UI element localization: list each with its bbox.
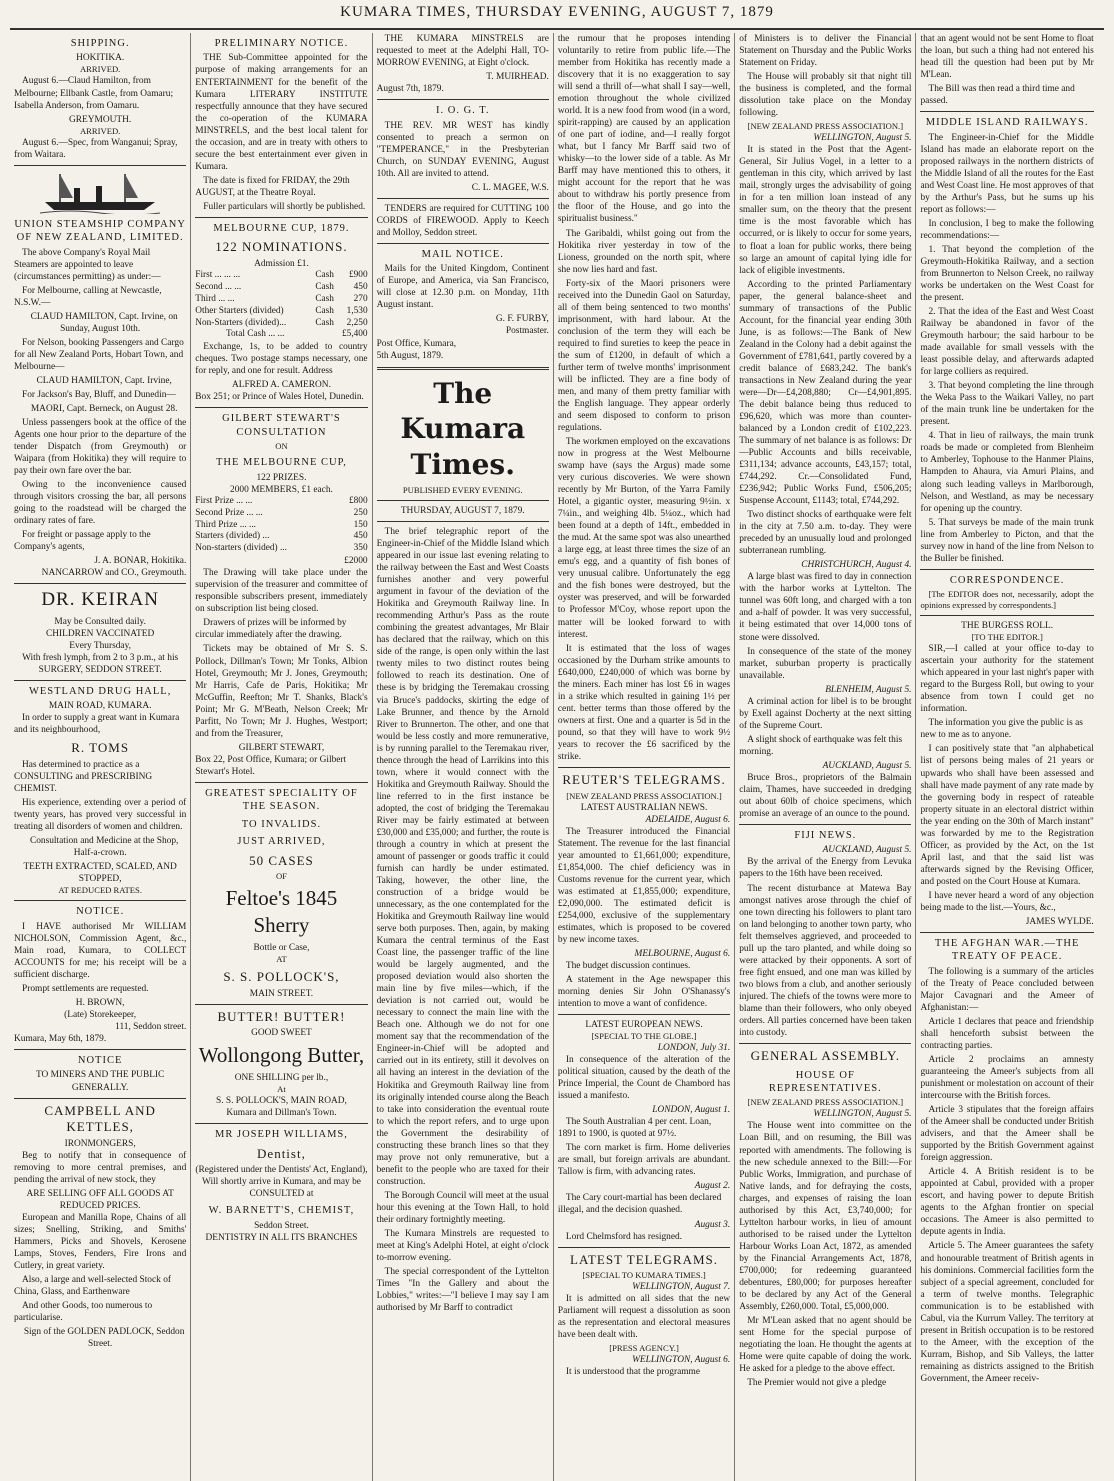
usc-text: CLAUD HAMILTON, Capt. Irvine, [36,375,172,386]
columns [10,33,1104,1481]
mail-date: Post Office, Kumara, [376,338,457,349]
keiran-text: With fresh lymph, from 2 to 3 p.m., at his [22,652,179,663]
dateline: August 3. [694,1219,731,1230]
article-text: Mr M'Lean asked that no agent should be sent Home for the special purpose of negotiating the loan. He thought the agents at Home were quite capable of doing the work. He asked for a pledge to the above effect. [739,1315,912,1375]
treaty-article: Article 3 stipulates that the foreign affairs of the Ameer shall be conducted under British advisers, and that the Ameer shall be supported by the British Government against foreign aggression. [920,1105,1094,1164]
gs-text: Tickets may be obtained of Mr S. S. Pollock, Dillman's Town; Mr Tonks, Albion Hotel, Greymouth; Mr J. Jones, Greymouth; Mr Harris, Cafe de Paris, Hokitika; Mr McGuffin, Reefton; Mr T. Shanks, Black's Point; Mr G. M'Beath, Nelson Creek; Mr Parfitt, No Town; Mr J. Hughes, Westport; and from the Treasurer, [195,644,368,739]
greymouth-heading: GREYMOUTH. [69,114,132,125]
mc-prize-kind: Cash [315,281,334,292]
article-text: By the arrival of the Energy from Levuka papers to the 16th have been received. [739,857,912,880]
mc-prize-kind: Cash [315,317,334,328]
column-2 [191,33,372,1481]
mail-notice-heading: MAIL NOTICE. [421,248,504,260]
gs-text: 2000 MEMBERS, £1 each. [230,484,333,495]
mc-prize-label: Second ... ... [195,281,242,292]
gs-text: The Drawing will take place under the supervision of the treasurer and committee of responsible subscribers present, immediately on subscription list being closed. [195,568,368,615]
westland-text: MAIN ROAD, KUMARA. [48,701,152,712]
press-association: [NEW ZEALAND PRESS ASSOCIATION.] [747,1097,904,1108]
gs-text: 122 PRIZES. [256,472,307,483]
article-text: A criminal action for libel is to be brought by Exell against Docherty at the next sitting of the Supreme Court. [739,696,912,731]
reuters-heading: REUTER'S TELEGRAMS. [562,771,726,787]
article-text: The workmen employed on the excavations now in progress at the West Melbourne swamp have (says the Argus) made some very curious discoveries. We were shown recently by Mr Burton, of the Yarra Family Hotel, a gigantic oyster, measuring 9½in. x 7¼in., and weighing 4lb. 5¼oz., which had been found at a depth of 14ft., embedded in the mud. At the same spot was also unearthed a large egg, at least three times the size of an emu's egg, and a quantity of fish bones of very unusual calibre. Unfortunately the egg and the fish bones were destroyed, but the oyster was preserved, and will be forwarded to Professor M'Coy, whose report upon the matter will be looked forward to with interest. [557,437,731,640]
notice-heading: NOTICE [77,1055,123,1067]
mc-prize-kind: Cash [315,305,334,316]
feltoe-text: OF [275,871,287,882]
article-text: Forty-six of the Maori prisoners were received into the Dunedin Gaol on Saturday, all of them being sentenced to two months' imprisonment, with hard labour. At the conclusion of the term they will each be required to find sureties to keep the peace in the sum of £1200, in default of which a further term of twelve months' imprisonment will be inflicted. They are a fine body of men, and many of them pretty familiar with the English language. They appear orderly and seem disposed to conform to prison regulations. [557,278,731,433]
westland-text: Has determined to practice as a CONSULTING and PRESCRIBING CHEMIST. [14,759,153,795]
gs-prize-row [195,496,367,508]
mc-total [195,329,367,341]
dateline: August 2. [694,1181,731,1192]
notice-signature: (Late) Storekeeper, [64,1009,137,1020]
telegram-text: Lord Chelmsford has resigned. [565,1231,683,1242]
article-text: The House went into committee on the Loan Bill, and on resuming, the Bill was reported with amendments. The following is the new schedule annexed to the Bill:—For Public Works, Immigration, and purchase of Native lands, and for defraying the costs, charges, and expenses of raising the loan authorised by this Act, £3,740,000; for Lyttelton harbour works, in lieu of amount authorised to be raised under the Lyttelton Harbour Works Loan Act, 1872, as amended by the Financial Arrangements Act, 1878, £700,000; for redeeming guaranteed debentures, £80,000; for purposes hereafter to be declared by any Act of the General Assembly, £260,000. Total, £5,000,000. [739,1121,912,1312]
keiran-text: Every Thursday, [69,640,131,651]
article-text: In conclusion, I beg to make the following recommendations:— [920,218,1094,241]
article-text: The Engineer-in-Chief for the Middle Island has made an elaborate report on the proposed railways in the northern districts of the Middle Island of all the routes for the East and West Coast line. He most approves of that by the Arthur's Pass, but he sums up his report as follows:— [920,132,1094,215]
notice-signature: H. BROWN, [75,997,125,1008]
gs-prize-row [195,543,367,555]
usc-text: For freight or passage apply to the Company's agents, [14,530,151,553]
arrived-label: ARRIVED. [79,125,121,136]
butter-text: S. S. POLLOCK'S, MAIN ROAD, [216,1096,347,1107]
recommendation: 1. That beyond the completion of the Greymouth-Hokitika Railway, and a section from Brunnerton to Nelson Creek, no railway works be undertaken on the West Coast for the present. [920,244,1094,304]
greymouth-arrivals: August 6.—Spec, from Wanganui; Spray, from Waitara. [14,137,178,160]
feltoe-heading: GREATEST SPECIALITY OF THE SEASON. [205,787,358,813]
usc-text: MAORI, Capt. Berneck, on August 28. [30,403,178,414]
gs-prize-amount: £800 [349,495,368,506]
mc-prize-row [195,306,367,318]
gs-signature: GILBERT STEWART, [238,742,325,753]
ck-text: And other Goods, too numerous to particularise. [14,1301,153,1324]
keiran-text: May be Consulted daily. [54,616,146,627]
editor-disclaimer: [The EDITOR does not, necessarily, adopt the opinions expressed by correspondents.] [920,589,1094,611]
latest-telegrams-heading: LATEST TELEGRAMS. [570,1251,719,1267]
telegram-text: In consequence of the alteration of the political situation, caused by the death of the Prince Imperial, the Count de Chambord has issued a manifesto. [557,1055,731,1102]
gs-prize-amount: 250 [353,507,368,518]
afghan-war-heading: THE AFGHAN WAR.—THE TREATY OF PEACE. [934,937,1080,963]
dentist-text: Will shortly arrive in Kumara, and may be CONSULTED at [201,1177,361,1200]
article-text: of Ministers is to deliver the Financial Statement on Thursday and the Public Works Statement on Friday. [739,34,912,69]
westland-text: Consultation and Medicine at the Shop, Half-a-crown. [29,836,179,859]
recommendation: 2. That the idea of the East and West Coast Railway be abandoned in favor of the Greymouth harbour; the said harbour to be made available for small vessels with the least possible delay, and afterwards adapted for large colliers as required. [920,307,1094,378]
butter-name: Wollongong Butter, [198,1043,365,1068]
mc-prize-table [195,270,367,329]
usc-text: Unless passengers book at the office of the Agents one hour prior to the departure of the tender Dispatch (from Greymouth) or Waipara (from Hokitika) they will require to pay their own fare over the bar. [14,417,187,477]
usc-agent: NANCARROW and CO., Greymouth. [41,568,187,579]
editorial-text: The special correspondent of the Lyttelton Times "In the Gallery and about the Lobbies," writes:—"I believe I may say I am authorised by Mr Barff to contradict [376,1266,549,1314]
dateline: CHRISTCHURCH, August 4. [801,560,912,571]
gs-prize-label: Non-starters (divided) ... [195,543,287,554]
article-text: The recent disturbance at Matewa Bay amongst natives arose through the chief of one town directing his followers to plant taro on land belonging to another town party, who felt themselves aggrieved, and proceeded to pull up the taro planted, and while doing so were attacked by their opponents. A sort of free fight ensued, and one man was killed by two blows from a club, and another seriously injured. The chiefs of the towns were more to blame than their followers, who only obeyed orders. All parties concerned have been taken into custody. [739,883,912,1038]
notice-text: I HAVE authorised Mr WILLIAM NICHOLSON, Commission Agent, &c., Main road, Kumara, to COLLECT ACCOUNTS for me; his receipt will be a sufficient discharge. [14,921,187,980]
minstrels-signature: T. MUIRHEAD. [486,72,549,83]
gs-prize-amount: 350 [353,543,368,554]
dateline: MELBOURNE, August 6. [634,948,731,959]
general-assembly-heading: GENERAL ASSEMBLY. [750,1047,900,1063]
article-text: It is stated in the Post that the Agent-General, Sir Julius Vogel, in a letter to a gentleman in this city, which arrived by last mail, strongly urges the advisability of going in for a ten million loan instead of any smaller sum, on the theory that the present time is the most favorable which has occurred, or is likely to occur for some years, to float a loan for public works, there being so large an amount of capital lying idle for lack of eligible investments. [739,145,912,276]
usc-text: For Melbourne, calling at Newcastle, N.S.W.— [14,285,162,308]
notice-signature: 111, Seddon street. [115,1021,187,1032]
westland-text: AT REDUCED RATES. [58,885,142,896]
feltoe-text: TO INVALIDS. [241,818,322,830]
keiran-text: SURGERY, SEDDON STREET. [38,664,162,675]
article-text: The Bill was then read a third time and passed. [920,84,1075,107]
mc-prize-amount: 1,530 [346,305,368,316]
column-6 [916,33,1097,1481]
mc-prize-label: First ... ... ... [195,269,241,280]
telegram-text: It is admitted on all sides that the new Parliament will request a dissolution as soon as the representation and electoral measures have been dealt with. [557,1294,731,1341]
correspondence-heading: CORRESPONDENCE. [949,574,1065,586]
gs-prize-table [195,496,367,555]
feltoe-text: S. S. POLLOCK'S, [223,968,340,984]
telegram-text: The South Australian 4 per cent. Loan, 1891 to 1900, is quoted at 97½. [557,1117,712,1140]
keiran-heading: DR. KEIRAN [41,589,159,611]
ck-text: IRONMONGERS, [64,1138,136,1149]
recommendation: 5. That surveys be made of the main trunk line from Amberley to Picton, and that the survey now in hand of the line from Nelson to the Buller be finished. [920,517,1094,564]
treaty-article: Article 5. The Ameer guarantees the safety and honourable treatment of British agents in his dominions. Commercial facilities form the subject of a special agreement, concluded for a term of twelve months. Telegraphic communication is to be established with Cabul, via the Kurrum Valley. The territory at present in British occupation is to be restored to the Ameer, with the exception of the Kurram, Bishop, and Sib Valleys, the latter remaining as districts assigned to the British Government, the Ameer receiv- [920,1241,1094,1384]
usc-text: Owing to the inconvenience caused through visitors crossing the bar, all persons going to the roadstead will be charged the ordinary rates of fare. [14,480,187,527]
dateline: AUCKLAND, August 5. [822,760,912,771]
gs-prize-label: Third Prize ... ... [195,519,256,530]
editorial-text: The Kumara Minstrels are requested to meet at King's Adelphi Hotel, at eight o'clock to-morrow evening. [376,1228,549,1263]
dateline: AUCKLAND, August 5. [822,845,912,856]
gs-prize-label: First Prize ... ... [195,495,253,506]
preliminary-notice-heading: PRELIMINARY NOTICE. [214,38,349,49]
column-1 [10,33,191,1481]
westland-text: His experience, extending over a period of twenty years, has proved very successful in treating all disorders of women and children. [14,798,187,833]
feltoe-text: 50 CASES [249,852,314,868]
telegram-text: The Treasurer introduced the Financial Statement. The revenue for the last financial year amounted to £1,661,000; expenditure, £1,854,000. The chief deficiency was in Customs revenue for the current year, which was estimated at £1,855,000; expenditure, £2,090,000. The estimated deficit is £254,000, exclusive of the supplementary estimates, which is proposed to be covered by new income taxes. [557,826,731,945]
westland-text: In order to supply a great want in Kumara and its neighbourhood, [14,713,180,736]
newspaper-logo: The Kumara Times. [400,376,526,482]
gs-prize-row [195,508,367,520]
dateline: LONDON, August 1. [652,1105,731,1116]
hokitika-arrivals: August 6.—Claud Hamilton, from Melbourne; Ellbank Castle, from Oamaru; Isabella Anderson, from Oamaru. [14,76,174,111]
notice-subheading: TO MINERS AND THE PUBLIC GENERALLY. [35,1070,165,1093]
mc-prize-amount: 450 [353,281,368,292]
feltoe-text: AT [276,953,287,964]
column-3 [373,33,554,1481]
special-to-globe: [SPECIAL TO THE GLOBE.] [591,1031,697,1042]
mc-prize-kind: Cash [315,293,334,304]
dateline: ADELAIDE, August 6. [645,814,731,825]
article-text: Bruce Bros., proprietors of the Balmain claim, Thames, have succeeded in dredging out about 60lb of choice specimens, which promise an average of an ounce to the pound. [739,772,912,819]
article-text: A large blast was fired to day in connection with the harbor works at Lyttelton. The tunnel was 60ft long, and charged with a ton and a-half of powder. It was very successful, it being estimated that over 14,000 tons of stone were dissolved. [739,572,912,643]
ck-text: Beg to notify that in consequence of removing to more central premises, and pending the arrival of new stock, they [14,1150,187,1185]
article-text: A slight shock of earthquake was felt this morning. [739,734,903,757]
gs-prize-row [195,520,367,532]
mc-prize-amount: 2,250 [346,317,368,328]
gs-text: Drawers of prizes will be informed by circular immediately after the drawing. [195,618,347,641]
telegram-text: The Cary court-martial has been declared illegal, and the decision quashed. [557,1193,722,1216]
press-agency: [PRESS AGENCY.] [609,1343,679,1354]
gs-prize-label: Second Prize ... ... [195,507,263,518]
recommendation: 3. That beyond completing the line through the Weka Pass to the Waikari Valley, no part of the main trunk line be undertaken for the present. [920,381,1094,428]
butter-text: At [277,1084,286,1095]
mc-admission: Admission £1. [254,258,309,269]
special-to-kumara: [SPECIAL TO KUMARA TIMES.] [582,1270,706,1281]
latest-australian-heading: LATEST AUSTRALIAN NEWS. [580,802,708,813]
recommendation: 4. That in lieu of railways, the main trunk roads be made or completed from Blenheim to Amberley, Tophouse to the Hanmer Plains, Hampden to Ahaura, via Amuri Plains, and along such leading valleys in Marlborough, Nelson, and Westland, as may be necessary for opening up the country. [920,431,1094,514]
feltoe-sherry: Feltoe's 1845 Sherry [225,886,338,938]
article-text: Two distinct shocks of earthquake were felt in the city at 7.50 a.m. to-day. They were preceded by an unusually loud and prolonged subterranean rumbling. [739,510,912,557]
gs-prize-row [195,531,367,543]
telegram-text: The budget discussion continues. [565,960,691,971]
editorial-text: The brief telegraphic report of the Engineer-in-Chief of the Middle Island which appeared in our issue last evening relating to the railway between the East and West Coasts furnishes another and very powerful argument in favour of the deviation of the Hokitika and Greymouth Railway line. In recommending Arthur's Pass as the route combining the greatest advantages, Mr Blair has declared that the railway, which on this side of the range, is open only within the last twenty miles to two distinct routes being followed to reach its destination. One of these is by bridging the Teremakau crossing via Bruce's paddocks, skirting the edge of Lake Brunner, and thence by the Arnold River to Brunnerton. The other, and one that would be less costly and more remunerative, is by running parallel to the Teremakau river, thence through the head of Larrikins into this town, where it would connect with the Hokitika and Greymouth Railway. Should the line referred to in the first instance be adopted, the cost of bridging the Teremakau River may be fairly estimated at between £30,000 and £35,000; and further, the route is through a country in which at present the amount of passenger or goods traffic it could furnish can hardly be under estimated. Taking, however, the other line, the construction of a bridge would be unnecessary, as the one contemplated for the Hokitika and Greymouth Railway line would serve both purposes. Then, again, by making Kumara the central terminus of the East Coast line, the passenger traffic of the line would be largely augmented, and the proposed deviation would also shorten the main line by five miles—which, if the deviation is not carried out, would be necessary to connect the main line with the Beach one. Although we do not for one moment say that the recommendation of the Engineer-in-Chief will be adopted and carried out in its entirety, still it devolves on all having an interest in the deviation of the Hokitika and Greymouth Railway line from its originally intended course along the Beach to take into consideration the eventual route to which the report refers, and to urge upon the Government the desirability of constructing these branch lines so that they may prove not only remunerative, but a benefit to the people who are taxed for their construction. [376,527,549,1187]
dateline: BLENHEIM, August 5. [825,684,912,695]
usc-text: For Jackson's Bay, Bluff, and Dunedin— [22,389,176,400]
press-association: [NEW ZEALAND PRESS ASSOCIATION.] [747,121,904,132]
to-the-editor: [TO THE EDITOR.] [971,632,1043,643]
dateline: WELLINGTON, August 7. [632,1282,731,1293]
treaty-text: The following is a summary of the articles of the Treaty of Peace concluded between Major Cavagnari and the Ameer of Afghanistan:— [920,966,1094,1013]
keiran-text: CHILDREN VACCINATED [46,628,155,639]
fiji-news-heading: FIJI NEWS. [794,829,857,841]
tenders-notice: TENDERS are required for CUTTING 100 CORDS of FIREWOOD. Apply to Keech and Molloy, Seddon street. [376,203,549,238]
gs-prize-label: Starters (divided) ... [195,531,270,542]
ck-text: Sign of the GOLDEN PADLOCK, Seddon Street. [23,1327,185,1350]
gs-text: ON [275,441,288,452]
mc-total-value: £5,400 [342,329,368,340]
masthead: KUMARA TIMES, THURSDAY EVENING, AUGUST 7, 1879 [10,0,1104,30]
iogt-text: THE REV. MR WEST has kindly consented to preach a sermon on "TEMPERANCE," in the Presbyterian Church, on SUNDAY EVENING, August 10th. All are invited to attend. [376,120,549,179]
column-5 [735,33,916,1481]
iogt-signature: C. L. MAGEE, W.S. [471,182,549,193]
article-text: The House will probably sit that night till the business is completed, and the formal dissolution take place on the Monday following. [739,72,912,119]
gs-total: £2000 [344,556,368,567]
article-text: It is estimated that the loss of wages occasioned by the Durham strike amounts to £640,000, £240,000 of which was borne by the miners. Each miner has lost £6 in wages in a strike which resulted in gaining 1½ per cent. better terms than those offered by the owners at first. One and a quarter is 5d in the pound, so that they will have to work 9½ years to recover the £6 sacrificed by the strike. [557,643,731,762]
telegram-text: The corn market is firm. Home deliveries are small, but foreign arrivals are abundant. Tallow is firm, with advancing rates. [557,1143,731,1178]
dentist-text: Seddon Street. [254,1220,309,1231]
article-text: According to the printed Parliamentary paper, the general balance-sheet and summary of transactions of the Public Account, for the financial year ending 30th June, is as follows:—The Bank of New Zealand in the Colony had a debit against the Government of £781,641, partly covered by a credit balance of £683,242. The bank's transactions in New Zealand during the year were—Dr—£4,208,880; Cr—£4,901,895. The debit balance being thus reduced to £96,620, which was more than counter-balanced by a London credit of £102,223. The summary of net balance is as follows: Dr—Public Accounts and bills receivable, £311,134; advance accounts, £43,157; total, £744,292. Cr.—Consolidated Fund, £236,942; Public Works Fund, £506,205; Suspense Account, £1143; total, £744,292. [739,279,912,507]
house-of-reps-heading: HOUSE OF REPRESENTATIVES. [768,1069,882,1094]
butter-text: Kumara and Dillman's Town. [226,1108,337,1119]
minstrels-date: August 7th, 1879. [376,84,444,95]
dateline: WELLINGTON, August 5. [813,133,912,144]
mc-prize-amount: £900 [349,269,368,280]
mc-prize-label: Third ... ... [195,293,235,304]
minstrels-notice: THE KUMARA MINSTRELS are requested to meet at the Adelphi Hall, TO-MORROW EVENING, at Eight o'clock. [376,34,549,69]
gilbert-stewart-heading: GILBERT STEWART'S CONSULTATION [222,413,341,438]
usc-text: CLAUD HAMILTON, Capt. Irvine, on Sunday, August 10th. [30,311,178,334]
pn-text: THE Sub-Committee appointed for the purpose of making arrangements for an ENTERTAINMENT for the benefit of the Kumara LITERARY INSTITUTE respectfully announce that they have secured the co-operation of the KUMARA MINSTRELS, and the best local talent for the occasion, and are in treaty with others to secure the best entertainment ever given in Kumara. [195,53,368,172]
pn-text: The date is fixed for FRIDAY, the 29th AUGUST, at the Theatre Royal. [195,175,350,198]
gs-prize-amount: 450 [353,531,368,542]
usc-agent: J. A. BONAR, Hokitika. [94,556,187,567]
mc-prize-row [195,270,367,282]
mail-signature: G. F. FURBY, [495,314,549,325]
butter-heading: BUTTER! BUTTER! [217,1008,346,1024]
editorial-dateline: THURSDAY, AUGUST 7, 1879. [400,506,525,517]
feltoe-text: MAIN STREET. [249,988,314,999]
treaty-article: Article 2 proclaims an amnesty guaranteeing the Ameer's subjects from all punishment or molestation on account of their intercourse with the British forces. [920,1055,1094,1102]
dateline: WELLINGTON, August 6. [632,1355,731,1366]
westland-heading: WESTLAND DRUG HALL, [28,685,172,697]
dentist-text: DENTISTRY IN ALL ITS BRANCHES [205,1232,358,1243]
mc-prize-row [195,282,367,294]
telegram-text: It is understood that the programme [565,1367,700,1378]
mc-prize-label: Non-Starters (divided)... [195,317,287,328]
ck-text: ARE SELLING OFF ALL GOODS AT REDUCED PRICES. [26,1188,174,1211]
shipping-heading: SHIPPING. [70,38,130,49]
dateline: LONDON, July 31. [657,1043,731,1054]
ck-text: Also, a large and well-selected Stock of China, Glass, and Earthenware [14,1275,171,1298]
usc-text: The above Company's Royal Mail Steamers are appointed to leave (circumstances permitting) as under:— [14,247,161,282]
mc-nominations: 122 NOMINATIONS. [215,239,348,255]
article-text: the rumour that he proposes intending voluntarily to retire from public life.—The member from Hokitika has recently made a discovery that it is no exaggeration to say will send a thrill of—what shall I say—well, emotion throughout the whole civilized world. It is a new food from wood (in a word, spirit-rapping) are caused by an application of one part of iodine, and—I really forgot what, but I fancy Mr Barff said two of whisky—to the lower side of a table. As Mr Barff may have mentioned this to others, it might account for the report that he was about to withdraw his portly presence from the floor of the House, and go into the spiritualist business." [557,34,731,225]
telegram-text: A statement in the Age newspaper this morning denies Sir John O'Shanassy's intention to move a want of confidence. [557,974,731,1009]
article-text: The Premier would not give a pledge [747,1378,887,1389]
feltoe-text: JUST ARRIVED, [237,836,326,848]
mc-address: Box 251; or Prince of Wales Hotel, Dunedin. [195,392,364,403]
union-steamship-heading: UNION STEAMSHIP COMPANY OF NEW ZEALAND, LIMITED. [14,218,186,244]
article-text: In consequence of the state of the money market, suburban property is practically unavailable. [739,646,912,681]
gs-text: THE MELBOURNE CUP, [216,457,347,469]
letter-text: I have never heard a word of any objection being made to the list.—Yours, &c., [920,890,1094,913]
burgess-roll-heading: THE BURGESS ROLL. [961,621,1054,632]
notice-text: Prompt settlements are requested. [22,983,149,994]
mc-prize-row [195,294,367,306]
letter-text: SIR,—I called at your office to-day to ascertain your authority for the statement which appeared in your last night's paper with regard to the Burgess Roll, but owing to your absence from town I could get no information. [920,644,1094,715]
article-text: that an agent would not be sent Home to float the loan, but such a thing had not entered his head till the question had been put by Mr M'Lean. [920,34,1094,81]
westland-name: R. TOMS [71,740,130,756]
notice-date: Kumara, May 6th, 1879. [14,1034,107,1044]
middle-island-railways-heading: MIDDLE ISLAND RAILWAYS. [925,117,1089,129]
mc-prize-kind: Cash [315,269,334,280]
letter-text: I can positively state that "an alphabetical list of persons being males of 21 years or upwards who shall have been assessed and shall have made payment of any rate made by the governing body in respect of rateable property situate in an electoral district within the year ending on the 30th of March instant" was forwarded by me to the Registration Officer, as provided by the Act, on the 1st April last, and that the said list was afterwards signed by the Revising Officer, and posted on the Court House at Kumara. [920,744,1094,887]
mail-signature: Postmaster. [505,326,549,337]
mail-date: 5th August, 1879. [376,350,444,361]
melbourne-cup-heading: MELBOURNE CUP, 1879. [213,222,350,234]
latest-european-heading: LATEST EUROPEAN NEWS. [585,1020,703,1031]
gs-prize-amount: 150 [353,519,368,530]
gs-signature: Box 22, Post Office, Kumara; or Gilbert Stewart's Hotel. [195,754,347,777]
feltoe-text: Bottle or Case, [253,942,310,953]
article-text: The Garibaldi, whilst going out from the Hokitika river yesterday in tow of the Lioness, grounded on the north spit, where she now lies hard and fast. [557,228,731,275]
letter-text: The information you give the public is as new to me as to anyone. [920,718,1083,741]
butter-text: ONE SHILLING per lb., [234,1073,329,1084]
ck-text: European and Manilla Rope, Chains of all sizes; Snelling, Striking, and Smiths' Hammers, Picks and Shovels, Kerosene Lamps, Stoves, Fenders, Fire Irons and Cutlery, in great variety. [14,1212,187,1272]
mc-prize-row [195,318,367,330]
published-line: PUBLISHED EVERY EVENING. [402,485,523,496]
mc-text: Exchange, 1s, to be added to country cheques. Two postage stamps necessary, one for reply, and one for result. Address [195,342,368,377]
westland-text: TEETH EXTRACTED, SCALED, AND STOPPED, [23,862,177,885]
dentist-text: Dentist, [257,1145,306,1161]
notice-heading: NOTICE. [76,906,125,918]
letter-signature: JAMES WYLDE. [1025,916,1094,927]
editorial-text: The Borough Council will meet at the usual hour this evening at the Town Hall, to hold their ordinary fortnightly meeting. [376,1190,549,1225]
butter-text: GOOD SWEET [251,1028,312,1039]
dentist-heading: MR JOSEPH WILLIAMS, [215,1129,348,1141]
mc-address: ALFRED A. CAMERON. [231,380,331,391]
dateline: WELLINGTON, August 5. [813,1109,912,1120]
iogt-heading: I. O. G. T. [436,105,490,117]
column-4 [554,33,735,1481]
press-association: [NEW ZEALAND PRESS ASSOCIATION.] [566,790,722,801]
hokitika-heading: HOKITIKA. [76,53,125,64]
steamship-icon [40,170,160,214]
dentist-text: W. BARNETT'S, CHEMIST, [208,1205,355,1217]
mc-prize-label: Other Starters (divided) [195,305,284,316]
treaty-article: Article 1 declares that peace and friendship shall henceforth subsist between the contracting parties. [920,1016,1094,1051]
treaty-article: Article 4. A British resident is to be appointed at Cabul, provided with a proper escort, and having power to depute British agents to the Afghan frontier on special occasions. The Ameer is also permitted to depute agents in India. [920,1167,1094,1238]
dentist-text: (Registered under the Dentists' Act, England), [195,1165,368,1176]
mc-total-label: Total Cash ... ... [225,329,285,340]
arrived-label: ARRIVED. [79,64,121,75]
mail-text: Mails for the United Kingdom, Continent of Europe, and America, via San Francisco, will close at 12.30 p.m. on Monday, 11th August instant. [376,264,549,311]
usc-text: For Nelson, booking Passengers and Cargo for all New Zealand Ports, Hobart Town, and Melbourne— [14,337,184,372]
campbell-kettles-heading: CAMPBELL AND KETTLES, [44,1102,156,1135]
pn-text: Fuller particulars will shortly be published. [203,201,366,212]
mc-prize-amount: 270 [353,293,368,304]
